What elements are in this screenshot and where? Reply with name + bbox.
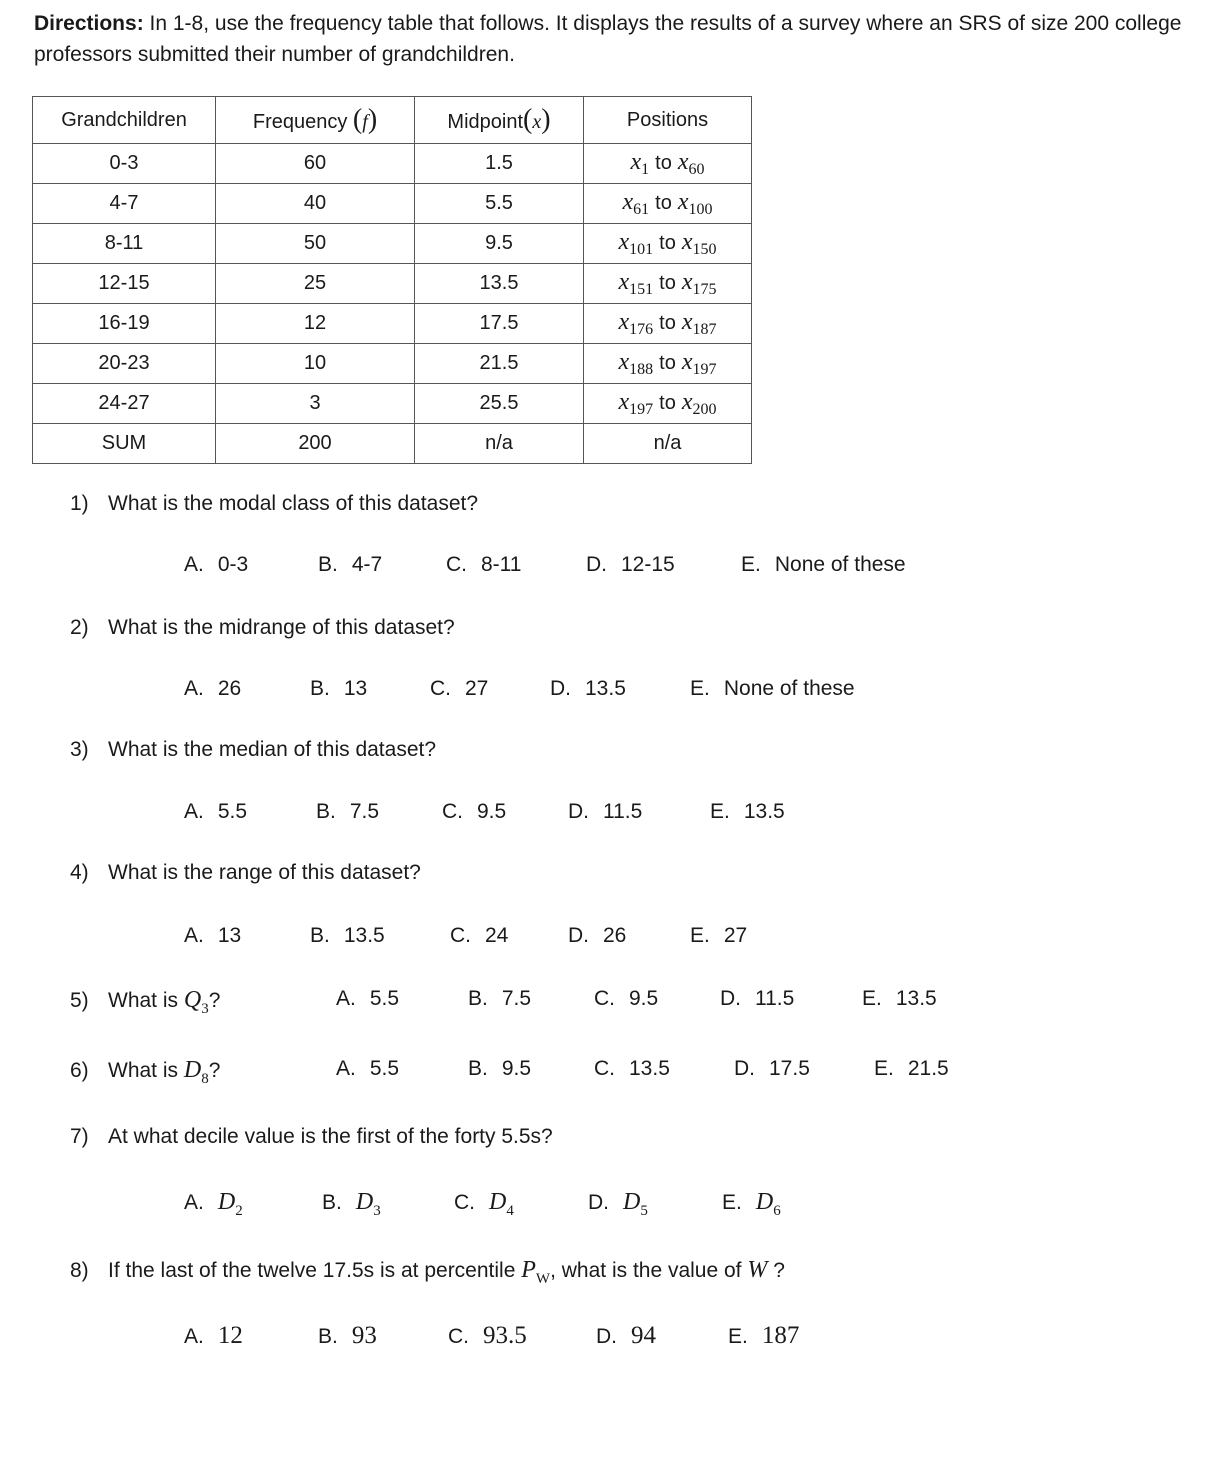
option-letter: C. (430, 677, 451, 700)
header-frequency: Frequency (f) (216, 97, 415, 144)
q8-qmark: ? (773, 1259, 785, 1282)
answer-option[interactable] (184, 1322, 243, 1350)
option-value: 5.5 (217, 800, 248, 823)
cell-positions: $x_{176}$ to $x_{187}$ (584, 304, 752, 344)
option-value: 13.5 (895, 987, 937, 1010)
question-number: 1) (70, 492, 89, 515)
answer-option[interactable] (874, 1057, 949, 1081)
answer-option[interactable] (588, 1189, 648, 1220)
pos-start: 188 (629, 360, 654, 378)
answer-option[interactable] (318, 553, 382, 577)
option-letter: A. (184, 553, 204, 576)
header-midpoint: Midpoint(x) (415, 97, 584, 144)
cell-positions: $x_{151}$ to $x_{175}$ (584, 264, 752, 304)
question-number: 8) (70, 1259, 89, 1282)
option-letter: D. (568, 800, 589, 823)
cell-range: 0-3 (33, 144, 216, 184)
option-value: 9.5 (501, 1057, 532, 1080)
option-letter: A. (184, 924, 204, 947)
header-grandchildren: Grandchildren (33, 97, 216, 144)
option-value: 7.5 (349, 800, 380, 823)
answer-option[interactable] (310, 677, 367, 701)
table-row (33, 184, 752, 224)
option-value: 13.5 (743, 800, 785, 823)
option-letter: E. (710, 800, 730, 823)
cell-range: 20-23 (33, 344, 216, 384)
directions-text: In 1-8, use the frequency table that follows. It displays the results of a survey where an SRS of size 200 college professors submitted their number of grandchildren. (34, 12, 1182, 66)
cell-range: 8-11 (33, 224, 216, 264)
option-letter: C. (448, 1325, 469, 1348)
option-letter: B. (310, 924, 330, 947)
option-value: $D_5$ (623, 1189, 648, 1219)
option-value: 21.5 (907, 1057, 949, 1080)
answer-option[interactable] (446, 553, 521, 577)
sum-positions: n/a (584, 424, 752, 464)
option-letter: E. (690, 924, 710, 947)
pos-end: 150 (692, 240, 717, 258)
answer-option[interactable] (550, 677, 626, 701)
table-sum-row (33, 424, 752, 464)
option-letter: C. (446, 553, 467, 576)
table-row (33, 304, 752, 344)
option-value: 26 (217, 677, 242, 700)
answer-option[interactable] (430, 677, 488, 701)
answer-option[interactable] (184, 677, 241, 701)
question-number: 5) (70, 989, 89, 1012)
option-value: 5.5 (369, 1057, 400, 1080)
directions-label: Directions: (34, 12, 144, 35)
option-value: 93.5 (483, 1322, 527, 1349)
option-value: 9.5 (629, 987, 659, 1010)
option-letter: A. (336, 987, 356, 1010)
cell-frequency: 12 (216, 304, 415, 344)
cell-midpoint: 5.5 (415, 184, 584, 224)
midpoint-symbol: x (532, 111, 542, 133)
question-7 (70, 1125, 553, 1149)
answer-option[interactable] (310, 924, 385, 948)
cell-midpoint: 1.5 (415, 144, 584, 184)
option-letter: D. (568, 924, 589, 947)
q6-variable: $D_8$ (183, 1057, 209, 1087)
question-text: What is (108, 989, 179, 1012)
cell-positions: $x_{101}$ to $x_{150}$ (584, 224, 752, 264)
pos-end: 60 (688, 160, 705, 178)
cell-positions: $x_{188}$ to $x_{197}$ (584, 344, 752, 384)
table-row (33, 344, 752, 384)
option-letter: D. (734, 1057, 755, 1080)
option-letter: B. (468, 987, 488, 1010)
q8-percentile-variable: $P_W$ (521, 1257, 551, 1287)
pos-end: 100 (688, 200, 713, 218)
option-value: 17.5 (769, 1057, 810, 1080)
table-row (33, 144, 752, 184)
pos-start: 197 (629, 400, 654, 418)
answer-option[interactable] (184, 1189, 243, 1220)
q6-qmark: ? (208, 1059, 221, 1082)
directions (34, 8, 1194, 70)
option-value: 9.5 (477, 800, 507, 823)
question-4 (70, 861, 421, 885)
option-letter: E. (874, 1057, 894, 1080)
answer-option[interactable] (184, 800, 247, 824)
question-8 (70, 1257, 785, 1288)
answer-option[interactable] (468, 987, 531, 1011)
cell-range: 4-7 (33, 184, 216, 224)
frequency-table (32, 96, 752, 464)
option-letter: E. (728, 1325, 748, 1348)
cell-range: 16-19 (33, 304, 216, 344)
cell-frequency: 60 (216, 144, 415, 184)
option-value: 12-15 (621, 553, 675, 576)
cell-midpoint: 25.5 (415, 384, 584, 424)
question-number: 4) (70, 861, 89, 884)
cell-midpoint: 13.5 (415, 264, 584, 304)
option-letter: B. (318, 1325, 338, 1348)
answer-option[interactable] (322, 1189, 381, 1220)
option-letter: A. (184, 1191, 204, 1214)
answer-option[interactable] (568, 800, 642, 824)
sum-frequency: 200 (216, 424, 415, 464)
option-value: $D_2$ (217, 1189, 243, 1219)
question-number: 2) (70, 616, 89, 639)
pos-start: 1 (641, 160, 650, 178)
answer-option[interactable] (728, 1322, 799, 1350)
header-midpoint-label: Midpoint (447, 111, 524, 133)
answer-option[interactable] (318, 1322, 377, 1350)
option-letter: D. (720, 987, 741, 1010)
answer-option[interactable] (596, 1322, 656, 1350)
answer-option[interactable] (594, 987, 658, 1011)
question-text: If the last of the twelve 17.5s is at percentile (108, 1259, 516, 1282)
question-number: 7) (70, 1125, 89, 1148)
cell-midpoint: 17.5 (415, 304, 584, 344)
question-text: What is the range of this dataset? (108, 861, 421, 884)
option-letter: C. (594, 987, 615, 1010)
table-row (33, 264, 752, 304)
option-value: $D_6$ (755, 1189, 781, 1219)
question-3 (70, 738, 436, 762)
option-letter: B. (322, 1191, 342, 1214)
sum-midpoint: n/a (415, 424, 584, 464)
option-value: $D_3$ (355, 1189, 381, 1219)
option-letter: D. (588, 1191, 609, 1214)
cell-frequency: 25 (216, 264, 415, 304)
question-number: 3) (70, 738, 89, 761)
answer-option[interactable] (336, 987, 399, 1011)
option-letter: E. (722, 1191, 742, 1214)
cell-range: 12-15 (33, 264, 216, 304)
option-letter: C. (442, 800, 463, 823)
answer-option[interactable] (594, 1057, 670, 1081)
option-value: 4-7 (351, 553, 383, 576)
cell-midpoint: 21.5 (415, 344, 584, 384)
option-letter: D. (550, 677, 571, 700)
table-row (33, 384, 752, 424)
answer-option[interactable] (568, 924, 626, 948)
answer-option[interactable] (690, 677, 855, 701)
header-frequency-label: Frequency (252, 111, 348, 133)
option-value: 11.5 (755, 987, 795, 1010)
answer-option[interactable] (710, 800, 785, 824)
cell-positions: $x_{197}$ to $x_{200}$ (584, 384, 752, 424)
option-letter: A. (336, 1057, 356, 1080)
option-value: 13.5 (629, 1057, 670, 1080)
answer-option[interactable] (184, 924, 241, 948)
option-letter: A. (184, 800, 204, 823)
option-value: None of these (723, 677, 855, 700)
option-value: 26 (603, 924, 627, 947)
option-value: 13 (217, 924, 242, 947)
option-letter: D. (586, 553, 607, 576)
option-letter: A. (184, 677, 204, 700)
option-value: 94 (631, 1322, 656, 1349)
cell-frequency: 10 (216, 344, 415, 384)
answer-option[interactable] (720, 987, 794, 1011)
option-value: 27 (465, 677, 489, 700)
option-letter: B. (318, 553, 338, 576)
option-letter: C. (454, 1191, 475, 1214)
option-letter: D. (596, 1325, 617, 1348)
sum-label: SUM (33, 424, 216, 464)
option-value: 13.5 (343, 924, 385, 947)
pos-end: 175 (692, 280, 717, 298)
option-value: 0-3 (217, 553, 249, 576)
q8-w-variable: W (747, 1257, 768, 1283)
pos-start: 61 (633, 200, 650, 218)
pos-end: 187 (692, 320, 717, 338)
pos-start: 151 (629, 280, 654, 298)
option-value: 24 (485, 924, 509, 947)
option-value: 13.5 (585, 677, 626, 700)
pos-end: 197 (692, 360, 717, 378)
q5-qmark: ? (208, 989, 221, 1012)
answer-option[interactable] (722, 1189, 781, 1220)
cell-frequency: 50 (216, 224, 415, 264)
option-letter: B. (310, 677, 330, 700)
frequency-symbol: f (362, 111, 368, 133)
question-1 (70, 492, 478, 516)
option-letter: E. (741, 553, 761, 576)
option-value: None of these (774, 553, 906, 576)
q5-variable: $Q_3$ (183, 987, 209, 1017)
option-letter: B. (468, 1057, 488, 1080)
option-value: 5.5 (369, 987, 400, 1010)
option-letter: C. (450, 924, 471, 947)
pos-start: 101 (629, 240, 654, 258)
answer-option[interactable] (448, 1322, 527, 1350)
option-value: 11.5 (603, 800, 643, 823)
answer-option[interactable] (862, 987, 937, 1011)
option-letter: E. (862, 987, 882, 1010)
option-letter: C. (594, 1057, 615, 1080)
answer-option[interactable] (442, 800, 506, 824)
cell-frequency: 3 (216, 384, 415, 424)
cell-positions: $x_1$ to $x_{60}$ (584, 144, 752, 184)
option-value: 8-11 (481, 553, 522, 576)
cell-positions: $x_{61}$ to $x_{100}$ (584, 184, 752, 224)
cell-range: 24-27 (33, 384, 216, 424)
answer-option[interactable] (734, 1057, 810, 1081)
answer-option[interactable] (184, 553, 248, 577)
table-header-row (33, 97, 752, 144)
q8-text2: , what is the value of (550, 1259, 742, 1282)
answer-option[interactable] (450, 924, 508, 948)
option-value: 12 (217, 1322, 243, 1349)
question-5 (70, 987, 220, 1018)
option-value: 27 (723, 924, 748, 947)
pos-end: 200 (692, 400, 717, 418)
option-value: 93 (351, 1322, 377, 1349)
question-text: What is the midrange of this dataset? (108, 616, 455, 639)
option-letter: E. (690, 677, 710, 700)
question-text: What is the modal class of this dataset? (108, 492, 479, 515)
answer-option[interactable] (690, 924, 747, 948)
option-value: 187 (761, 1322, 800, 1349)
answer-option[interactable] (741, 553, 906, 577)
answer-option[interactable] (316, 800, 379, 824)
option-letter: B. (316, 800, 336, 823)
question-2 (70, 616, 455, 640)
question-6 (70, 1057, 220, 1088)
table-row (33, 224, 752, 264)
option-letter: A. (184, 1325, 204, 1348)
cell-midpoint: 9.5 (415, 224, 584, 264)
question-number: 6) (70, 1059, 89, 1082)
answer-option[interactable] (336, 1057, 399, 1081)
question-text: What is (108, 1059, 179, 1082)
question-text: What is the median of this dataset? (108, 738, 437, 761)
pos-start: 176 (629, 320, 654, 338)
header-positions: Positions (584, 97, 752, 144)
option-value: 13 (343, 677, 368, 700)
answer-option[interactable] (454, 1189, 514, 1220)
question-text: At what decile value is the first of the forty 5.5s? (108, 1125, 553, 1148)
answer-option[interactable] (586, 553, 675, 577)
option-value: $D_4$ (489, 1189, 514, 1219)
cell-frequency: 40 (216, 184, 415, 224)
option-value: 7.5 (501, 987, 532, 1010)
answer-option[interactable] (468, 1057, 531, 1081)
